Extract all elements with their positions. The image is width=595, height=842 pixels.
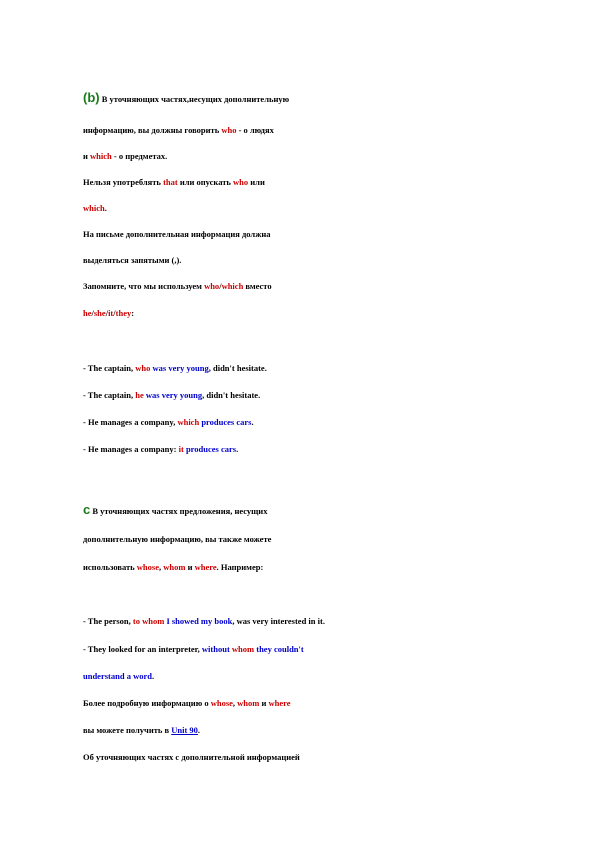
example-b-1 <box>83 364 267 373</box>
keyword: it <box>178 444 184 454</box>
text: Запомните, что мы используем <box>83 281 205 291</box>
text: На письме дополнительная информация должна <box>83 229 271 239</box>
text: - The person, <box>83 616 133 626</box>
clause: understand a word <box>83 671 152 681</box>
text: - The captain, <box>83 363 136 373</box>
footer-line-2 <box>83 726 200 735</box>
text: В уточняющих частях предложения, несущих <box>90 506 268 516</box>
keyword-which: which <box>83 203 105 213</box>
section-b-line-8 <box>83 282 272 291</box>
keyword: whom <box>231 644 255 654</box>
example-c-1 <box>83 617 325 626</box>
text: / <box>105 308 109 318</box>
keyword-who: who <box>221 125 237 135</box>
text: Об уточняющих частях с дополнительной информацией <box>83 752 300 762</box>
text: , <box>232 698 238 708</box>
text: - He manages a company: <box>83 444 179 454</box>
text: и <box>83 151 91 161</box>
text: , didn't hesitate. <box>208 363 267 373</box>
text: - He manages a company, <box>83 417 178 427</box>
clause: I showed my book <box>164 616 233 626</box>
pronoun-she: she <box>93 308 106 318</box>
keyword-whom: whom <box>237 698 260 708</box>
keyword: he <box>135 390 144 400</box>
text: , didn't hesitate. <box>202 390 261 400</box>
text: В уточняющих частях,несущих дополнительную <box>99 94 290 104</box>
keyword-where: where <box>268 698 291 708</box>
section-b-marker: (b) <box>83 90 100 105</box>
text: Более подробную информацию о <box>83 698 211 708</box>
section-b-line-1 <box>83 91 289 104</box>
clause: they couldn't <box>254 644 304 654</box>
section-b-line-3 <box>83 152 167 161</box>
section-c-line-3 <box>83 563 263 572</box>
clause: was very young <box>150 363 209 373</box>
text: - о предметах. <box>111 151 168 161</box>
footer-line-1 <box>83 699 291 708</box>
text: вы можете получить в <box>83 725 172 735</box>
text: вместо <box>243 281 272 291</box>
text: / <box>113 308 116 318</box>
pronoun-he: he <box>83 308 92 318</box>
text: и <box>185 562 195 572</box>
pronoun-it: it <box>108 308 114 318</box>
text: - The captain, <box>83 390 136 400</box>
section-b-line-7 <box>83 256 181 265</box>
footer-line-3 <box>83 753 300 762</box>
text: использовать <box>83 562 137 572</box>
text: - They looked for an interpreter, <box>83 644 202 654</box>
keyword-which: which <box>221 281 244 291</box>
text: - о людях <box>236 125 274 135</box>
keyword: who <box>135 363 151 373</box>
keyword-that: that <box>163 177 178 187</box>
text: информацию, вы должны говорить <box>83 125 222 135</box>
example-b-2 <box>83 391 260 400</box>
text: или опускать <box>177 177 234 187</box>
clause: was very young <box>143 390 203 400</box>
section-b-line-6 <box>83 230 271 239</box>
keyword-which: which <box>90 151 112 161</box>
section-b-line-2 <box>83 126 274 135</box>
text: . <box>251 417 254 427</box>
keyword: which <box>177 417 200 427</box>
keyword: to whom <box>132 616 165 626</box>
keyword-whom: whom <box>163 562 186 572</box>
example-c-3 <box>83 672 154 681</box>
keyword-who: who <box>233 177 249 187</box>
clause: without <box>201 644 232 654</box>
section-c-line-1 <box>83 503 267 516</box>
text: или <box>248 177 265 187</box>
unit-90-link[interactable]: Unit 90 <box>171 725 198 735</box>
example-c-2 <box>83 645 304 654</box>
text: / <box>91 308 94 318</box>
example-b-4 <box>83 445 238 454</box>
clause: produces cars <box>183 444 237 454</box>
clause: produces cars <box>199 417 252 427</box>
section-b-line-4 <box>83 178 265 187</box>
keyword-who: who <box>204 281 220 291</box>
text: / <box>219 281 222 291</box>
text: . Например: <box>216 562 264 572</box>
text: . <box>197 725 201 735</box>
section-b-line-9 <box>83 309 134 318</box>
text: : <box>131 308 135 318</box>
text: выделяться запятыми (,). <box>83 255 182 265</box>
section-c-line-2 <box>83 535 271 544</box>
keyword-whose: whose <box>136 562 159 572</box>
text: дополнительную информацию, вы также можете <box>83 534 272 544</box>
keyword-whose: whose <box>210 698 233 708</box>
example-b-3 <box>83 418 254 427</box>
text: . <box>104 203 107 213</box>
text: и <box>259 698 269 708</box>
text: . <box>236 444 239 454</box>
text: . <box>151 671 155 681</box>
pronoun-they: they <box>115 308 132 318</box>
keyword-where: where <box>194 562 217 572</box>
text: , <box>159 562 164 572</box>
section-c-marker: c <box>83 502 91 517</box>
text: , was very interested in it. <box>232 616 325 626</box>
section-b-line-5 <box>83 204 107 213</box>
text: Нельзя употреблять <box>83 177 164 187</box>
